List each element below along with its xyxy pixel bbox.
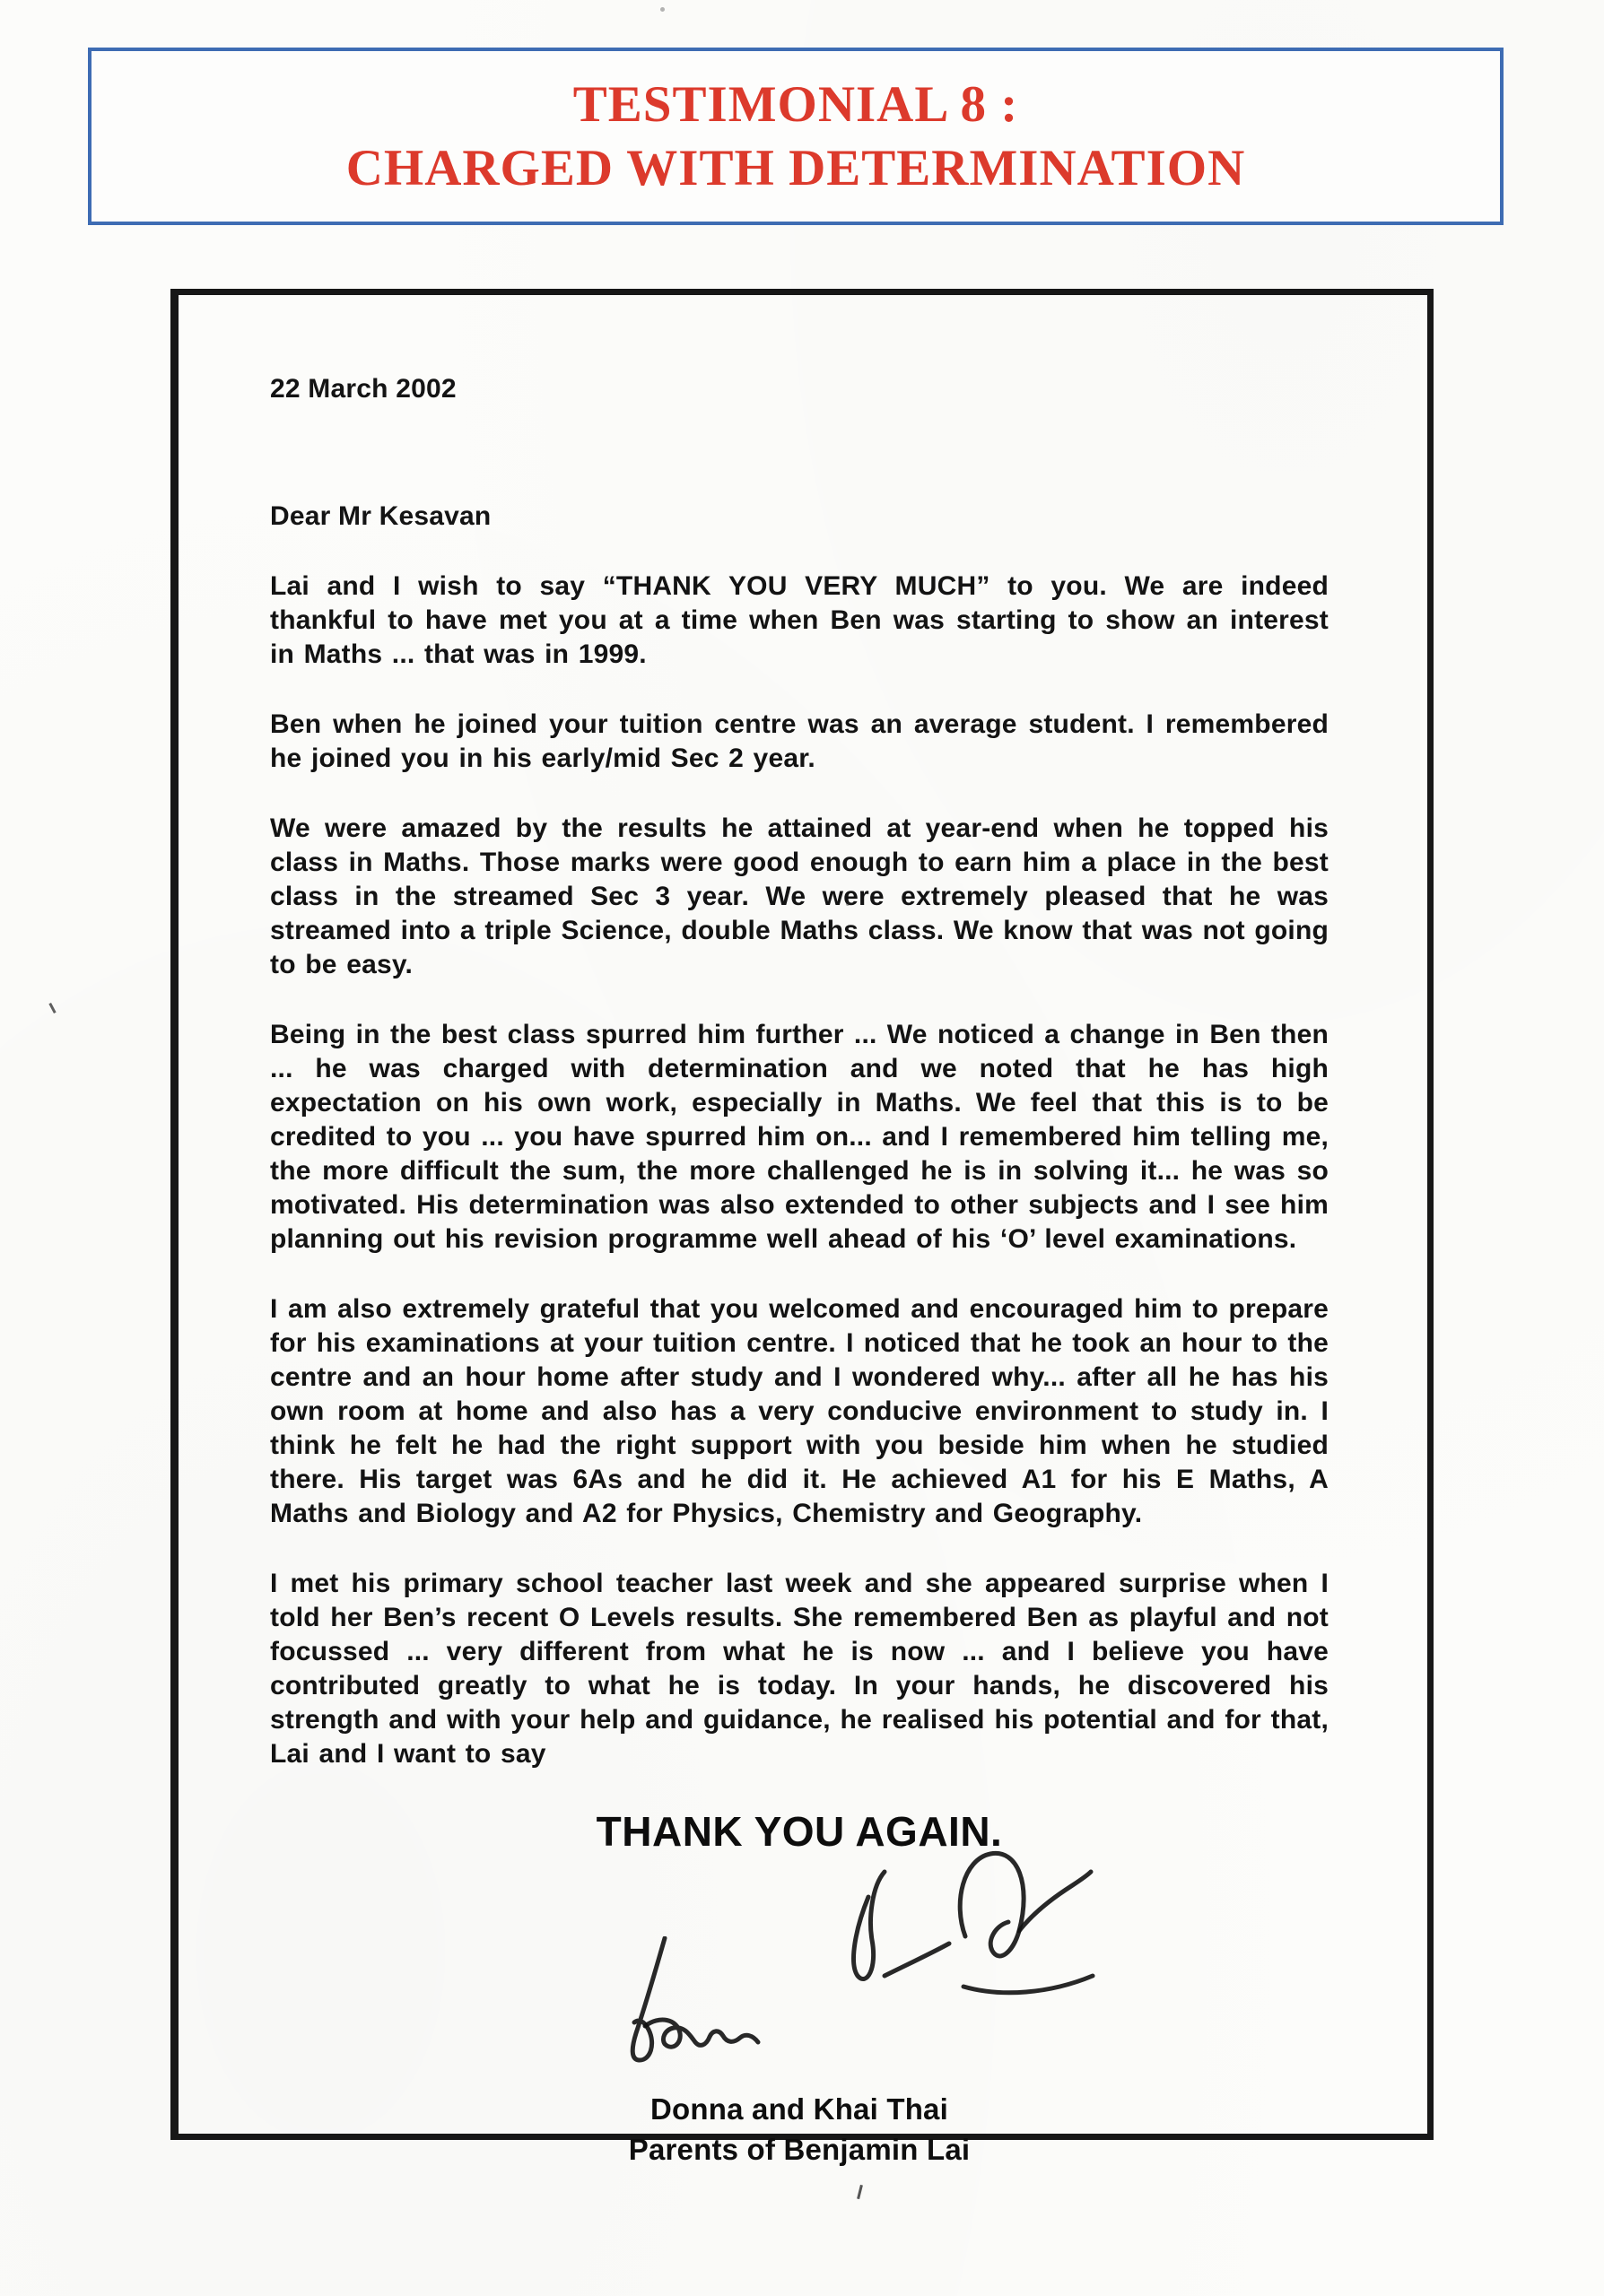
testimonial-letter <box>170 289 1434 2166</box>
scan-artifact-mark <box>857 2185 863 2199</box>
scan-artifact-dot <box>660 7 665 12</box>
letter-paragraph-6: I met his primary school teacher last week and she appeared surprise when I told her Ben’s recent O Levels results. She remembered Ben as playful and not focussed ... very different from what he is now ... and I believe you have contributed greatly to what he is today. In your hands, he discovered his strength and with your help and guidance, he realised his potential and for that, Lai and I want to say <box>270 1569 1329 1769</box>
handwritten-signature-right <box>831 1850 1118 2030</box>
signature-block <box>270 1863 1329 2089</box>
letter-paragraph-2: Ben when he joined your tuition centre was an average student. I remembered he joined you in his early/mid Sec 2 year. <box>270 709 1329 773</box>
letter-paragraph-5: I am also extremely grateful that you welcomed and encouraged him to prepare for his examinations at your tuition centre. I noticed that he took an hour to the centre and an hour home after study and I wondered why... after all he has his own room at home and also has a very conducive environment to study in. I think he felt he had the right support with you beside him when he studied there. His target was 6As and he did it. He achieved A1 for his E Maths, A Maths and Biology and A2 for Physics, Chemistry and Geography. <box>270 1294 1329 1528</box>
testimonial-title-line2: CHARGED WITH DETERMINATION <box>345 140 1246 196</box>
letter-closing: THANK YOU AGAIN. <box>596 1808 1003 1855</box>
letter-salutation: Dear Mr Kesavan <box>270 501 492 531</box>
letter-paragraph-4: Being in the best class spurred him further ... We noticed a change in Ben then ... he was charged with determination and we noted that he has high expectation on his own work, especially in Maths. We feel that this is to be credited to you ... you have spurred him on... and I remembered him telling me, the more difficult the sum, the more challenged he is in solving it... he was so motivated. His determination was also extended to other subjects and I see him planning out his revision programme well ahead of his ‘O’ level examinations. <box>270 1020 1329 1254</box>
letter-paragraph-3: We were amazed by the results he attained at year-end when he topped his class in Maths. Those marks were good enough to earn him a place in the best class in the streamed Sec 3 year. We were extremely pleased that he was streamed into a triple Science, double Maths class. We know that was not going to be easy. <box>270 813 1329 979</box>
scan-artifact-mark <box>48 1003 56 1013</box>
letter-paragraph-1: Lai and I wish to say “THANK YOU VERY MUCH” to you. We are indeed thankful to have met you at a time when Ben was starting to show an interest in Maths ... that was in 1999. <box>270 571 1329 669</box>
handwritten-signature-left <box>609 1936 766 2071</box>
testimonial-title-line1: TESTIMONIAL 8 : <box>572 76 1019 133</box>
signatory-role: Parents of Benjamin Lai <box>628 2133 971 2166</box>
letter-date: 22 March 2002 <box>270 374 457 404</box>
testimonial-header-box <box>88 48 1504 225</box>
signatory-names: Donna and Khai Thai <box>650 2092 948 2126</box>
scan-artifact-dot <box>846 902 850 906</box>
